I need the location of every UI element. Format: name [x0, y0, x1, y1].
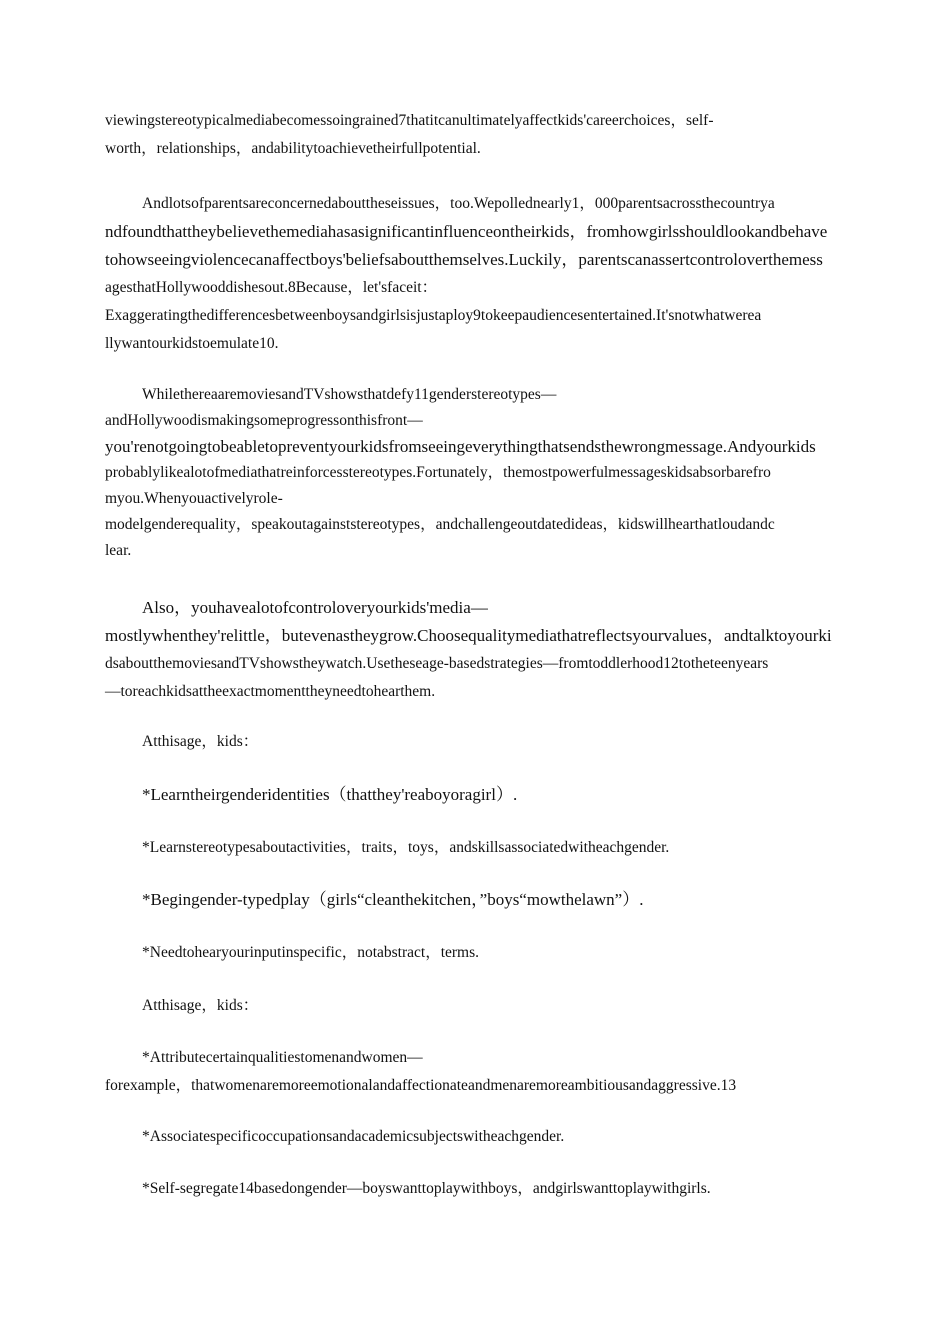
text-line: *Needtohearyourinputinspecific，notabstract，terms.	[142, 944, 480, 961]
text-line: mostlywhenthey'relittle，butevenastheygrow.Choosequalitymediathatreflectsyourvalues，andtalktoyourki	[105, 626, 832, 645]
text-line: llywantourkidstoemulate10.	[105, 335, 279, 352]
text-line: modelgenderequality，speakoutagainststereotypes，andchallengeoutdatedideas，kidswillhearthatloudandc	[105, 516, 775, 533]
list-item	[105, 1044, 845, 1100]
text-line: Also，youhavealotofcontroloveryourkids'media—	[142, 598, 488, 617]
list-item	[105, 1123, 845, 1151]
paragraph	[105, 382, 845, 564]
text-line: forexample，thatwomenaremoreemotionalandaffectionateandmenaremoreambitiousandaggressive.13	[105, 1077, 737, 1094]
list-item	[105, 1175, 845, 1203]
text-line: *Self-segregate14basedongender—boyswanttoplaywithboys，andgirlswanttoplaywithgirls.	[142, 1180, 711, 1197]
text-line: Atthisage，kids：	[142, 733, 259, 750]
text-line: tohowseeingviolencecanaffectboys'beliefsaboutthemselves.Luckily，parentscanassertcontroloverthemess	[105, 250, 823, 269]
list-item	[105, 886, 845, 914]
text-line: worth，relationships，andabilitytoachievetheirfullpotential.	[105, 140, 481, 157]
text-line: *Learntheirgenderidentities（thatthey'reaboyoragirl）.	[142, 785, 518, 804]
text-line: Atthisage，kids：	[142, 997, 259, 1014]
paragraph	[105, 594, 845, 706]
paragraph	[105, 728, 845, 756]
text-line: agesthatHollywooddishesout.8Because，let'sfaceit：	[105, 279, 438, 296]
paragraph	[105, 190, 845, 358]
paragraph	[105, 107, 845, 163]
text-line: viewingstereotypicalmediabecomessoingrained7thatitcanultimatelyaffectkids'careerchoices，self-	[105, 112, 714, 129]
list-item	[105, 834, 845, 862]
text-line: lear.	[105, 542, 132, 559]
text-line: ndfoundthattheybelievethemediahasasignificantinfluenceontheirkids，fromhowgirlsshouldlookandbehave	[105, 222, 828, 241]
text-line: WhilethereaaremoviesandTVshowsthatdefy11genderstereotypes—	[142, 386, 557, 403]
text-line: *Associatespecificoccupationsandacademicsubjectswitheachgender.	[142, 1128, 565, 1145]
text-line: probablylikealotofmediathatreinforcesstereotypes.Fortunately，themostpowerfulmessageskidsabsorbarefro	[105, 464, 771, 481]
text-line: —toreachkidsattheexactmomenttheyneedtohearthem.	[105, 683, 436, 700]
text-line: *Begingender-typedplay（girls“cleanthekitchen，”boys“mowthelawn”）.	[142, 890, 644, 909]
text-line: dsaboutthemoviesandTVshowstheywatch.Usetheseage-basedstrategies—fromtoddlerhood12totheteenyears	[105, 655, 769, 672]
text-line: *Learnstereotypesaboutactivities，traits，toys，andskillsassociatedwitheachgender.	[142, 839, 670, 856]
text-line: andHollywoodismakingsomeprogressonthisfront—	[105, 412, 423, 429]
text-line: *Attributecertainqualitiestomenandwomen—	[142, 1049, 423, 1066]
text-line: Exaggeratingthedifferencesbetweenboysandgirlsisjustaploy9tokeepaudiencesentertained.It'snotwhatwerea	[105, 307, 762, 324]
text-line: you'renotgoingtobeabletopreventyourkidsfromseeingeverythingthatsendsthewrongmessage.Andyourkids	[105, 437, 816, 456]
list-item	[105, 939, 845, 967]
paragraph	[105, 992, 845, 1020]
text-line: myou.Whenyouactivelyrole-	[105, 490, 283, 507]
list-item	[105, 781, 845, 809]
text-line: Andlotsofparentsareconcernedabouttheseissues，too.Wepollednearly1，000parentsacrossthecountrya	[142, 195, 775, 212]
